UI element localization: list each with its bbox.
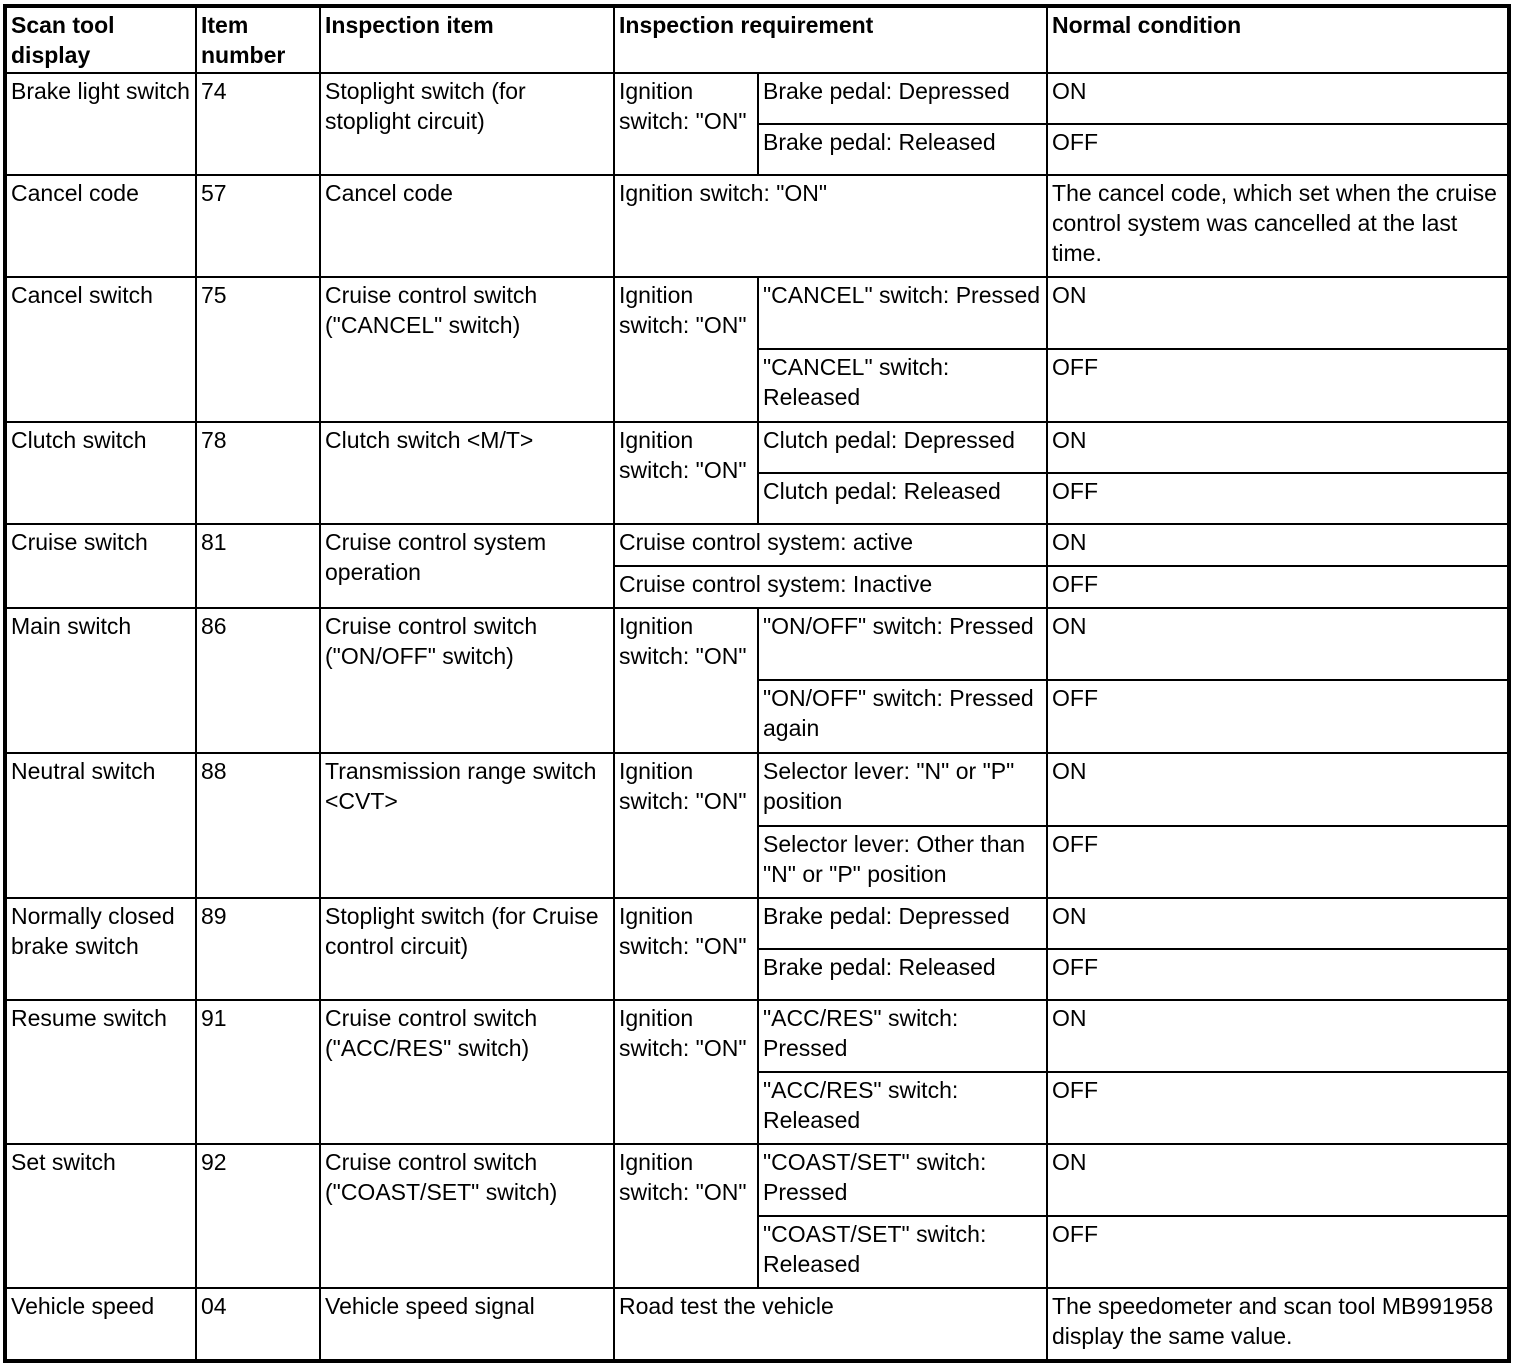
item-number-cell: 92 bbox=[196, 1144, 320, 1288]
requirement-cell: Ignition switch: "ON" bbox=[614, 1144, 758, 1288]
scan-tool-display-cell: Cruise switch bbox=[6, 524, 196, 608]
normal-condition-cell: The cancel code, which set when the cruise control system was cancelled at the last time. bbox=[1047, 175, 1508, 277]
condition-state-cell: Clutch pedal: Depressed bbox=[758, 422, 1047, 473]
normal-condition-cell: ON bbox=[1047, 422, 1508, 473]
inspection-item-cell: Stoplight switch (for stoplight circuit) bbox=[320, 73, 614, 175]
item-number-cell: 91 bbox=[196, 1000, 320, 1144]
scan-tool-display-cell: Resume switch bbox=[6, 1000, 196, 1144]
inspection-item-cell: Vehicle speed signal bbox=[320, 1288, 614, 1360]
normal-condition-cell: ON bbox=[1047, 753, 1508, 826]
item-number-cell: 75 bbox=[196, 277, 320, 422]
header-inspection-requirement: Inspection requirement bbox=[614, 7, 1047, 73]
condition-state-cell: Brake pedal: Released bbox=[758, 124, 1047, 175]
requirement-cell: Ignition switch: "ON" bbox=[614, 608, 758, 753]
item-number-cell: 74 bbox=[196, 73, 320, 175]
table-row bbox=[6, 1288, 1508, 1360]
requirement-cell: Ignition switch: "ON" bbox=[614, 175, 1047, 277]
condition-state-cell: Cruise control system: active bbox=[614, 524, 1047, 566]
requirement-cell: Ignition switch: "ON" bbox=[614, 1000, 758, 1144]
normal-condition-cell: OFF bbox=[1047, 826, 1508, 898]
normal-condition-cell: ON bbox=[1047, 277, 1508, 349]
requirement-cell: Road test the vehicle bbox=[614, 1288, 1047, 1360]
normal-condition-cell: ON bbox=[1047, 1144, 1508, 1216]
scan-tool-display-cell: Main switch bbox=[6, 608, 196, 753]
scan-tool-display-cell: Clutch switch bbox=[6, 422, 196, 524]
requirement-cell: Ignition switch: "ON" bbox=[614, 73, 758, 175]
condition-state-cell: Selector lever: "N" or "P" position bbox=[758, 753, 1047, 826]
condition-state-cell: "ACC/RES" switch: Released bbox=[758, 1072, 1047, 1144]
table-row bbox=[6, 1000, 1508, 1072]
scan-tool-display-cell: Cancel switch bbox=[6, 277, 196, 422]
normal-condition-cell: OFF bbox=[1047, 680, 1508, 753]
requirement-cell: Ignition switch: "ON" bbox=[614, 898, 758, 1000]
normal-condition-cell: ON bbox=[1047, 1000, 1508, 1072]
condition-state-cell: Brake pedal: Depressed bbox=[758, 898, 1047, 949]
scan-tool-display-cell: Normally closed brake switch bbox=[6, 898, 196, 1000]
document-sheet bbox=[5, 6, 1507, 1361]
inspection-table bbox=[5, 6, 1509, 1361]
table-row bbox=[6, 175, 1508, 277]
condition-state-cell: Clutch pedal: Released bbox=[758, 473, 1047, 524]
inspection-item-cell: Cruise control system operation bbox=[320, 524, 614, 608]
header-inspection-item: Inspection item bbox=[320, 7, 614, 73]
condition-state-cell: "COAST/SET" switch: Pressed bbox=[758, 1144, 1047, 1216]
item-number-cell: 81 bbox=[196, 524, 320, 608]
requirement-cell: Ignition switch: "ON" bbox=[614, 753, 758, 898]
normal-condition-cell: OFF bbox=[1047, 1216, 1508, 1288]
table-row bbox=[6, 1144, 1508, 1216]
item-number-cell: 89 bbox=[196, 898, 320, 1000]
item-number-cell: 86 bbox=[196, 608, 320, 753]
item-number-cell: 78 bbox=[196, 422, 320, 524]
inspection-item-cell: Cruise control switch ("COAST/SET" switch) bbox=[320, 1144, 614, 1288]
condition-state-cell: Cruise control system: Inactive bbox=[614, 566, 1047, 608]
header-normal-condition: Normal condition bbox=[1047, 7, 1508, 73]
scan-tool-display-cell: Brake light switch bbox=[6, 73, 196, 175]
normal-condition-cell: OFF bbox=[1047, 1072, 1508, 1144]
condition-state-cell: "ACC/RES" switch: Pressed bbox=[758, 1000, 1047, 1072]
condition-state-cell: Brake pedal: Depressed bbox=[758, 73, 1047, 124]
condition-state-cell: "ON/OFF" switch: Pressed bbox=[758, 608, 1047, 680]
normal-condition-cell: ON bbox=[1047, 608, 1508, 680]
inspection-item-cell: Stoplight switch (for Cruise control circuit) bbox=[320, 898, 614, 1000]
condition-state-cell: "CANCEL" switch: Pressed bbox=[758, 277, 1047, 349]
inspection-item-cell: Cruise control switch ("ON/OFF" switch) bbox=[320, 608, 614, 753]
inspection-item-cell: Transmission range switch <CVT> bbox=[320, 753, 614, 898]
normal-condition-cell: OFF bbox=[1047, 566, 1508, 608]
condition-state-cell: "CANCEL" switch: Released bbox=[758, 349, 1047, 422]
table-row bbox=[6, 524, 1508, 566]
normal-condition-cell: OFF bbox=[1047, 473, 1508, 524]
scan-tool-display-cell: Cancel code bbox=[6, 175, 196, 277]
item-number-cell: 57 bbox=[196, 175, 320, 277]
header-item-number: Item number bbox=[196, 7, 320, 73]
normal-condition-cell: ON bbox=[1047, 73, 1508, 124]
condition-state-cell: Selector lever: Other than "N" or "P" position bbox=[758, 826, 1047, 898]
normal-condition-cell: OFF bbox=[1047, 949, 1508, 1000]
inspection-item-cell: Cruise control switch ("CANCEL" switch) bbox=[320, 277, 614, 422]
requirement-cell: Ignition switch: "ON" bbox=[614, 277, 758, 422]
inspection-item-cell: Cancel code bbox=[320, 175, 614, 277]
condition-state-cell: "COAST/SET" switch: Released bbox=[758, 1216, 1047, 1288]
item-number-cell: 88 bbox=[196, 753, 320, 898]
condition-state-cell: Brake pedal: Released bbox=[758, 949, 1047, 1000]
table-row bbox=[6, 422, 1508, 473]
normal-condition-cell: ON bbox=[1047, 898, 1508, 949]
normal-condition-cell: The speedometer and scan tool MB991958 display the same value. bbox=[1047, 1288, 1508, 1360]
header-row bbox=[6, 7, 1508, 73]
normal-condition-cell: OFF bbox=[1047, 349, 1508, 422]
requirement-cell: Ignition switch: "ON" bbox=[614, 422, 758, 524]
table-row bbox=[6, 753, 1508, 826]
condition-state-cell: "ON/OFF" switch: Pressed again bbox=[758, 680, 1047, 753]
inspection-item-cell: Cruise control switch ("ACC/RES" switch) bbox=[320, 1000, 614, 1144]
scan-tool-display-cell: Set switch bbox=[6, 1144, 196, 1288]
header-scan-tool-display: Scan tool display bbox=[6, 7, 196, 73]
scan-tool-display-cell: Vehicle speed bbox=[6, 1288, 196, 1360]
item-number-cell: 04 bbox=[196, 1288, 320, 1360]
table-row bbox=[6, 608, 1508, 680]
normal-condition-cell: ON bbox=[1047, 524, 1508, 566]
table-row bbox=[6, 277, 1508, 349]
inspection-item-cell: Clutch switch <M/T> bbox=[320, 422, 614, 524]
scan-tool-display-cell: Neutral switch bbox=[6, 753, 196, 898]
table-row bbox=[6, 73, 1508, 124]
normal-condition-cell: OFF bbox=[1047, 124, 1508, 175]
table-row bbox=[6, 898, 1508, 949]
